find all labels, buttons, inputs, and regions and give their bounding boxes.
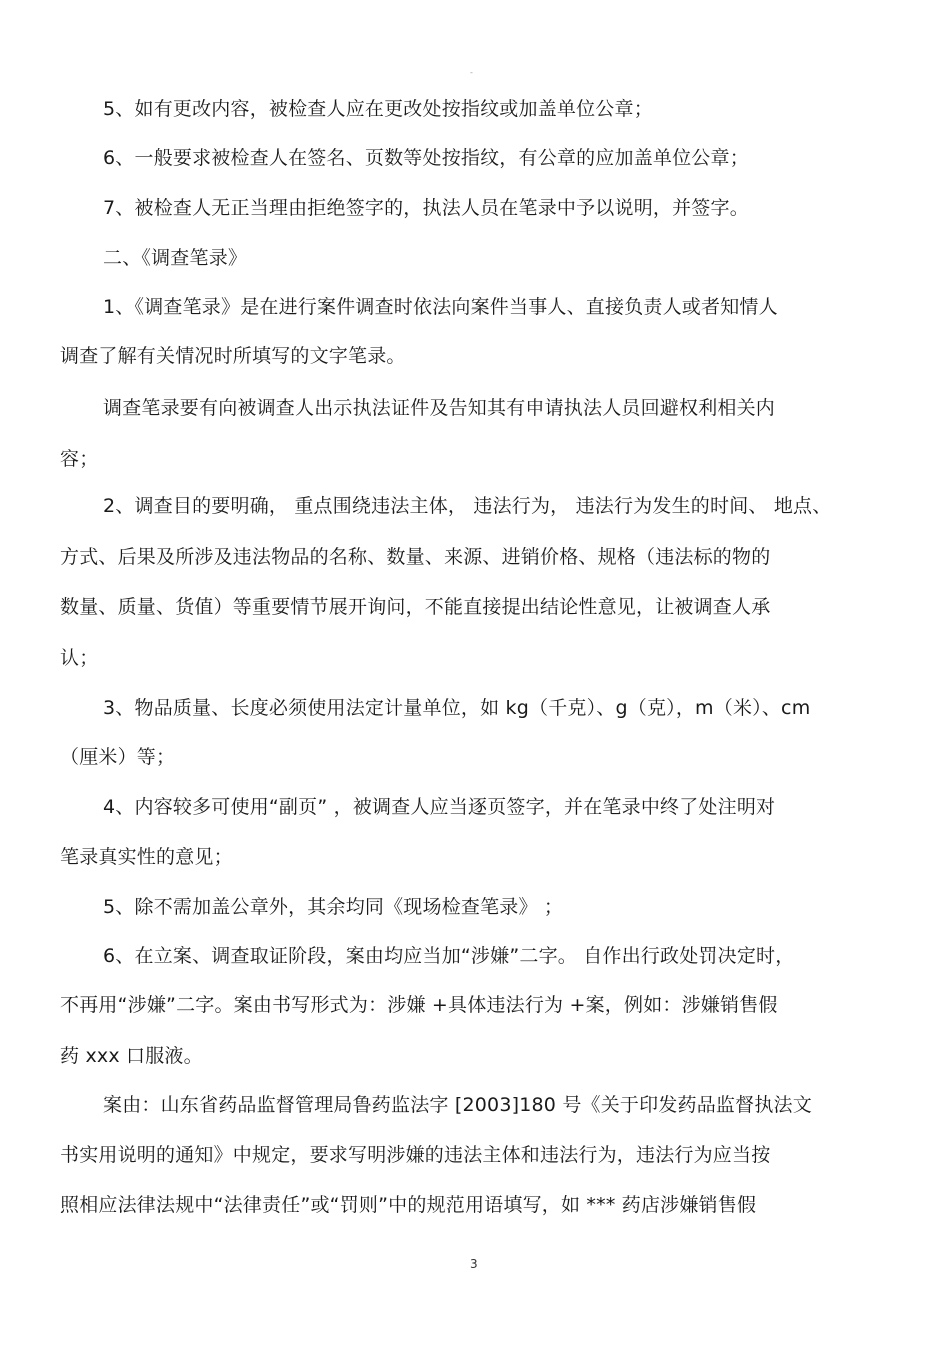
text-line: 调查了解有关情况时所填写的文字笔录。 [60, 345, 406, 367]
text-line: 案由：山东省药品监督管理局鲁药监法字 [2003]180 号《关于印发药品监督执法文 [103, 1094, 812, 1116]
text-line: 7、被检查人无正当理由拒绝签字的，执法人员在笔录中予以说明，并签字。 [103, 197, 749, 219]
text-line: 6、一般要求被检查人在签名、页数等处按指纹，有公章的应加盖单位公章； [103, 147, 749, 169]
text-line: 书实用说明的通知》中规定，要求写明涉嫌的违法主体和违法行为，违法行为应当按 [60, 1144, 771, 1166]
text-line: 笔录真实性的意见； [60, 846, 233, 868]
text-line: 数量、质量、货值）等重要情节展开询问，不能直接提出结论性意见，让被调查人承 [60, 596, 771, 618]
section-heading: 二、《调查笔录》 [103, 247, 248, 269]
text-line: 5、如有更改内容，被检查人应在更改处按指纹或加盖单位公章； [103, 98, 653, 120]
page-number: 3 [470, 1257, 478, 1271]
text-line: 2、调查目的要明确， 重点围绕违法主体， 违法行为， 违法行为发生的时间、 地点、 [103, 495, 832, 517]
top-mark: - [470, 68, 473, 77]
text-line: 6、在立案、调查取证阶段，案由均应当加“涉嫌”二字。 自作出行政处罚决定时， [103, 945, 795, 967]
text-line: 1、《调查笔录》是在进行案件调查时依法向案件当事人、直接负责人或者知情人 [103, 296, 778, 318]
text-line: 3、物品质量、长度必须使用法定计量单位，如 kg（千克）、g（克），m（米）、cm [103, 697, 811, 719]
text-line: 5、除不需加盖公章外，其余均同《现场检查笔录》 ； [103, 896, 564, 918]
text-line: 方式、后果及所涉及违法物品的名称、数量、来源、进销价格、规格（违法标的物的 [60, 546, 771, 568]
text-line: 认； [60, 647, 99, 669]
text-line: 药 xxx 口服液。 [60, 1045, 203, 1067]
text-line: 调查笔录要有向被调查人出示执法证件及告知其有申请执法人员回避权利相关内 [103, 397, 776, 419]
text-line: 照相应法律法规中“法律责任”或“罚则”中的规范用语填写，如 *** 药店涉嫌销售假 [60, 1194, 757, 1216]
text-line: （厘米）等； [60, 746, 176, 768]
text-line: 容； [60, 448, 99, 470]
text-line: 不再用“涉嫌”二字。案由书写形式为：涉嫌 +具体违法行为 +案，例如：涉嫌销售假 [60, 994, 778, 1016]
text-line: 4、内容较多可使用“副页” ，被调查人应当逐页签字，并在笔录中终了处注明对 [103, 796, 776, 818]
